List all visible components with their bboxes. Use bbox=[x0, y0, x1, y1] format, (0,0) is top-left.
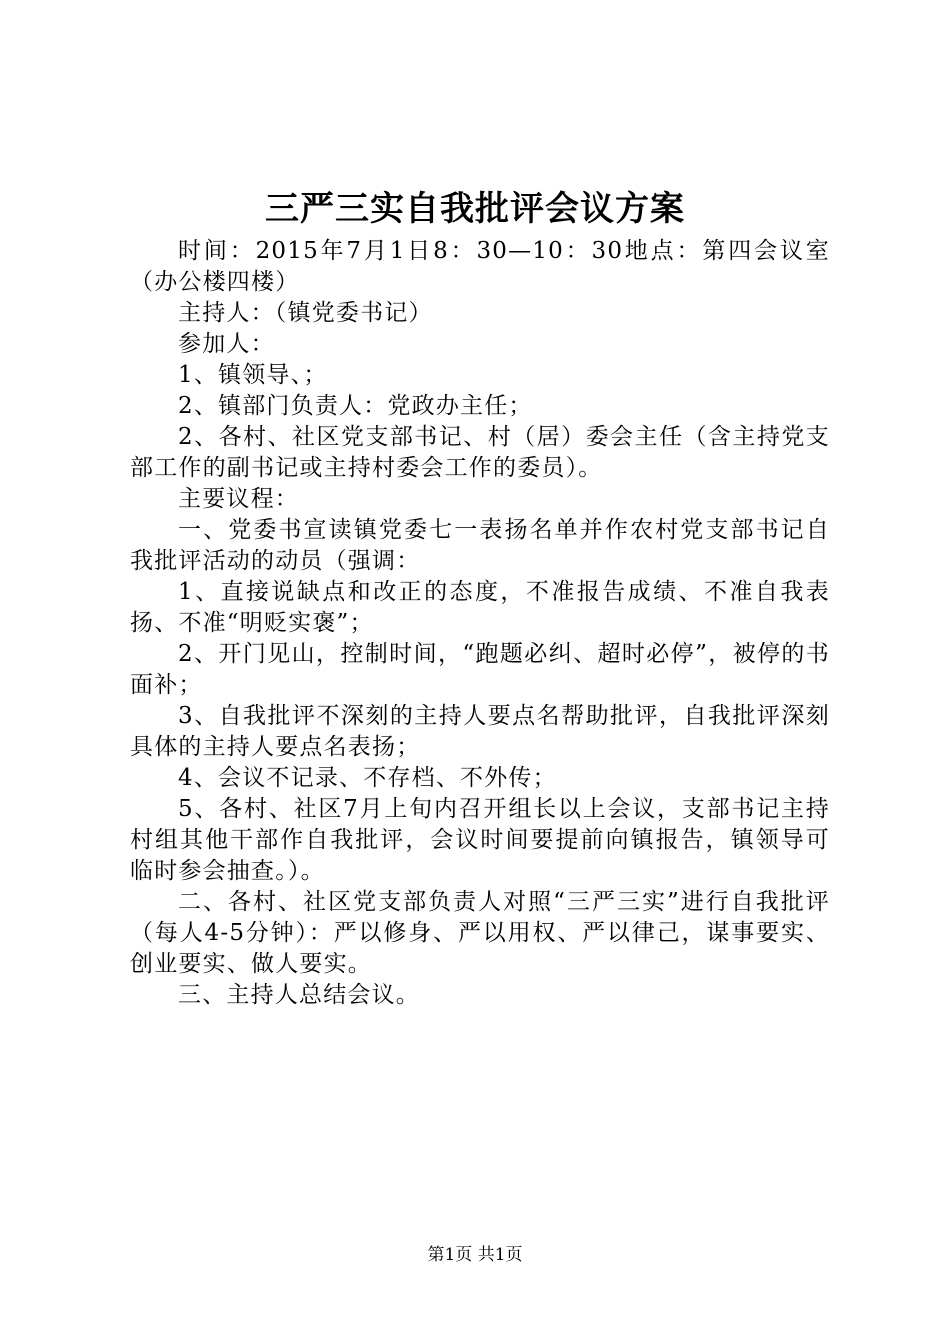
document-body bbox=[130, 236, 830, 1011]
paragraph-rule-4: 4、会议不记录、不存档、不外传； bbox=[178, 765, 557, 791]
paragraph-rule-3: 3、自我批评不深刻的主持人要点名帮助批评，自我批评深刻具体的主持人要点名表扬； bbox=[130, 703, 830, 760]
paragraph-agenda-1: 一、党委书宣读镇党委七一表扬名单并作农村党支部书记自我批评活动的动员（强调： bbox=[130, 517, 830, 574]
paragraph-rule-1: 1、直接说缺点和改正的态度，不准报告成绩、不准自我表扬、不准“明贬实褒”； bbox=[130, 579, 830, 636]
paragraph-rule-5: 5、各村、社区7月上旬内召开组长以上会议，支部书记主持村组其他干部作自我批评，会议时间要提前向镇报告，镇领导可临时参会抽查。）。 bbox=[130, 796, 830, 884]
paragraph-time-location: 时间：2015年7月1日8：30—10：30地点：第四会议室（办公楼四楼） bbox=[130, 238, 830, 295]
paragraph-attendee-2: 2、镇部门负责人：党政办主任； bbox=[178, 393, 533, 419]
paragraph-agenda-3: 三、主持人总结会议。 bbox=[178, 982, 420, 1008]
paragraph-host: 主持人：（镇党委书记） bbox=[178, 300, 433, 326]
paragraph-agenda-heading: 主要议程： bbox=[178, 486, 299, 512]
paragraph-attendees-heading: 参加人： bbox=[178, 331, 275, 357]
paragraph-attendee-1: 1、镇领导、； bbox=[178, 362, 328, 388]
paragraph-agenda-2: 二、各村、社区党支部负责人对照“三严三实”进行自我批评（每人4-5分钟）：严以修身、严以用权、严以律己，谋事要实、创业要实、做人要实。 bbox=[130, 889, 830, 977]
document-title: 三严三实自我批评会议方案 bbox=[265, 189, 685, 229]
page-number-footer: 第1页 共1页 bbox=[427, 1245, 523, 1265]
paragraph-rule-2: 2、开门见山，控制时间，“跑题必纠、超时必停”，被停的书面补； bbox=[130, 641, 830, 698]
paragraph-attendee-3: 2、各村、社区党支部书记、村（居）委会主任（含主持党支部工作的副书记或主持村委会工作的委员）。 bbox=[130, 424, 830, 481]
